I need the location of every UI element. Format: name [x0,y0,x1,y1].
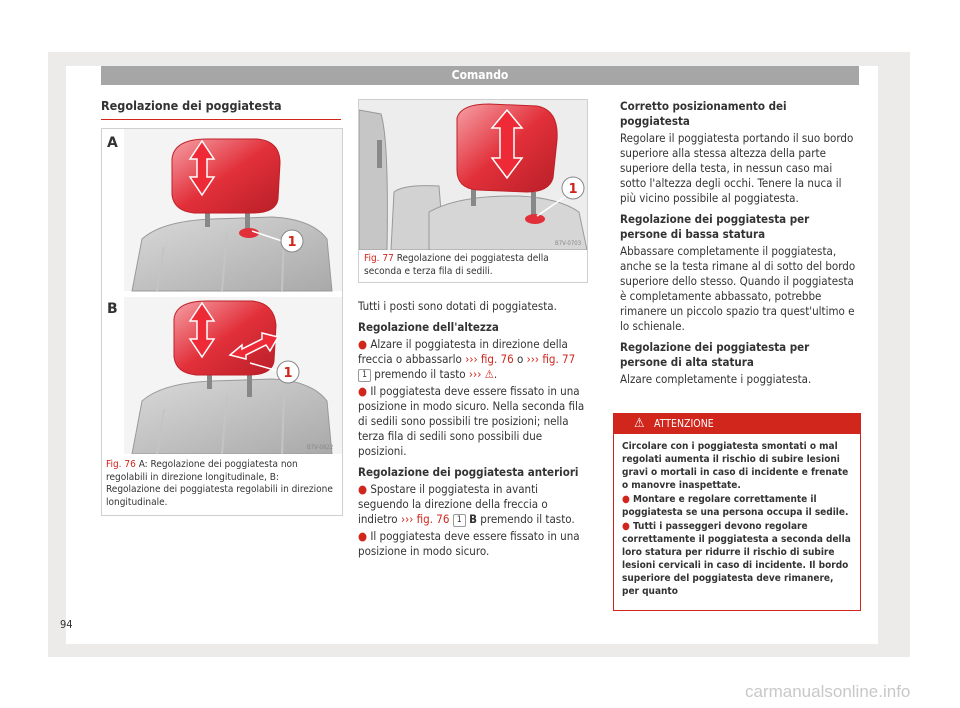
bullet-icon: ● [622,521,630,532]
bullet-2 [358,384,586,459]
warning-bullet-2-text: Tutti i passeggeri devono regolare correttamente il poggiatesta a seconda della loro statura per ridurre il rischio di subire lesioni cervicali in caso di incidente. Il bordo superiore del poggiatesta deve rimanere, per quanto [622,521,851,597]
figure-77-label: Fig. 77 [364,253,394,264]
link-fig76[interactable]: ››› fig. 76 [465,352,514,366]
warning-box [613,413,861,611]
link-warning[interactable]: ››› [468,367,482,381]
bullet-3-text-end: premendo il tasto. [480,512,575,526]
bullet-4-text: Il poggiatesta deve essere fissato in una posizione in modo sicuro. [358,529,580,558]
warning-triangle-icon: ⚠ [634,416,645,431]
bullet-3 [358,482,586,527]
bullet-icon: ● [358,482,368,496]
figure-77-illustration [359,100,587,250]
callout-number: 1 [358,369,371,382]
bullet-4 [358,529,586,559]
warning-paragraph: Circolare con i poggiatesta smontati o mal regolati aumenta il rischio di subire lesioni gravi o mortali in caso di incidente e frenate o manovre inaspettate. [622,441,849,491]
panel-b-ref: B [469,512,477,526]
bullet-2-text: Il poggiatesta deve essere fissato in una posizione in modo sicuro. Nella seconda fila di sedili sono possibili tre posizioni; nella terza fila di sedili sono possibili due posizioni. [358,384,585,458]
warning-bullet-1 [622,493,853,519]
figure-76 [101,128,343,516]
paragraph-corretto: Regolare il poggiatesta portando il suo bordo superiore alla stessa altezza della parte superiore della testa, in nessun caso mai sotto l'altezza degli occhi. Tenere la nuca il più vicino possibile al poggiatesta. [620,131,854,205]
page-number: 94 [60,618,73,631]
bullet-icon: ● [358,337,368,351]
heading-anteriori: Regolazione dei poggiatesta anteriori [358,465,579,479]
warning-bullet-2 [622,520,853,598]
paragraph-bassa-statura: Abbassare completamente il poggiatesta, anche se la testa rimane al di sotto del bordo superiore dello stesso. Quando il poggiatesta è completamente abbassato, potrebbe rimanere un piccolo spazio tra quest'ultimo e lo schienale. [620,244,856,333]
intro-text: Tutti i posti sono dotati di poggiatesta. [358,299,557,313]
warning-header [614,414,860,434]
callout-b-label: 1 [283,366,293,381]
bullet-1-text-end: premendo il tasto [374,367,466,381]
link-fig76-b[interactable]: ››› fig. 76 [400,512,450,526]
link-fig77[interactable]: ››› fig. 77 [526,352,576,366]
seat-left-back [359,110,387,250]
callout-number: 1 [453,514,466,527]
bullet-1: ● Alzare il poggiatesta in direzione della freccia o abbassarlo ››› fig. 76 o ››› fig. 77 1 premendo il tasto ››› ⚠. [358,337,576,381]
callout-a-label: 1 [287,235,297,250]
bullet-icon: ● [622,494,630,505]
figure-76-caption-text: A: Regolazione dei poggiatesta non regolabili in direzione longitudinale, B: Regolazione dei poggiatesta regolabili in direzione longitudinale. [106,459,333,508]
headrest-b [174,301,276,375]
watermark: carmanualsonline.info [745,682,911,701]
chapter-header: Comando [101,66,859,85]
bullet-icon: ● [358,529,368,543]
warning-body [614,434,860,598]
image-code: B7V-0822 [307,444,334,451]
warning-title: ATTENZIONE [654,418,714,430]
bullet-3-text: Spostare il poggiatesta in avanti seguendo la direzione della freccia o indietro [358,482,548,526]
headrest-a [172,139,280,213]
fig77-callout-label: 1 [568,182,578,197]
middle-column [358,299,586,565]
section-title: Regolazione dei poggiatesta [101,98,282,113]
right-column [620,99,860,393]
figure-76-label: Fig. 76 [106,459,136,470]
warning-bullet-1-text: Montare e regolare correttamente il poggiatesta se una persona occupa il sedile. [622,494,849,518]
figure-77-caption [364,253,584,278]
fig77-post-left [377,140,382,168]
bullet-1-text: Alzare il poggiatesta in direzione della freccia o abbassarlo [358,337,568,366]
figure-76-caption [106,459,336,509]
figure-77-caption-text: Regolazione dei poggiatesta della seconda e terza fila di sedili. [364,253,549,277]
warning-icon: ⚠ [484,367,494,381]
fig77-button [525,214,545,224]
paragraph-alta-statura: Alzare completamente i poggiatesta. [620,372,812,386]
panel-a-letter: A [107,135,118,151]
heading-alta-statura: Regolazione dei poggiatesta per persone di alta statura [620,340,810,369]
panel-b-letter: B [107,301,118,317]
bullet-1-or: o [517,352,524,366]
heading-bassa-statura: Regolazione dei poggiatesta per persone di bassa statura [620,212,810,241]
figure-77 [358,99,588,283]
image-code: B7V-0703 [555,240,582,247]
title-rule [101,119,341,120]
heading-corretto: Corretto posizionamento dei poggiatesta [620,99,787,128]
heading-altezza: Regolazione dell'altezza [358,320,499,334]
bullet-icon: ● [358,384,368,398]
figure-76-illustration [102,129,342,454]
